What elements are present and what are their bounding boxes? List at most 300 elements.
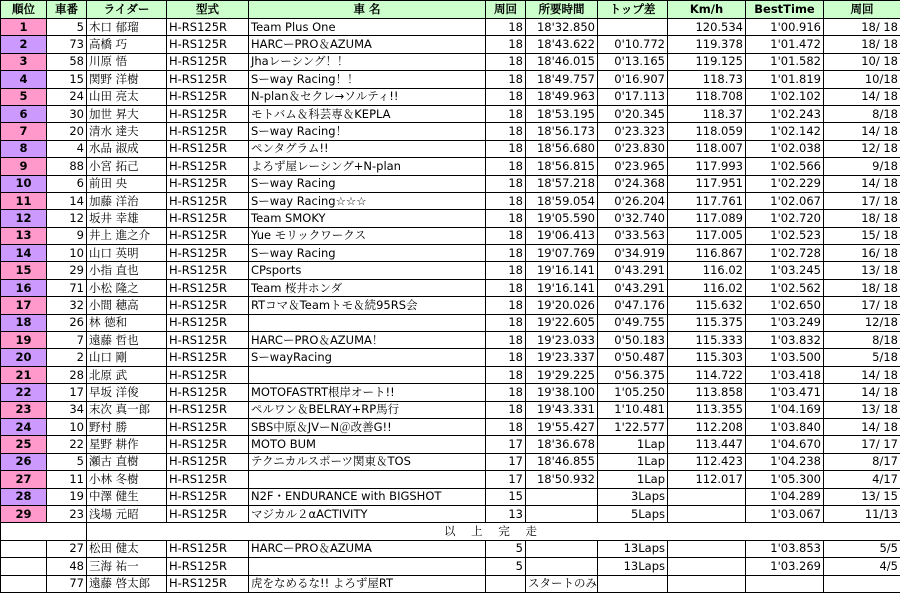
best-time-cell: 1'01.819 — [746, 71, 824, 88]
best-time-cell: 1'03.418 — [746, 366, 824, 383]
laps-cell: 5 — [486, 540, 526, 557]
team-cell: N-plan＆セクレ→ソルティ!! — [249, 88, 486, 105]
gap-cell — [598, 575, 668, 592]
number-cell: 48 — [47, 558, 87, 575]
model-cell: H-RS125R — [167, 105, 249, 122]
best-time-cell: 1'03.269 — [746, 558, 824, 575]
result-row — [1, 488, 900, 505]
team-cell: Jhaレーシング！！ — [249, 53, 486, 70]
result-row — [1, 401, 900, 418]
best-time-cell: 1'02.566 — [746, 158, 824, 175]
position-cell: 11 — [1, 192, 47, 209]
team-cell: SBS中原＆JVーN＠改善G!! — [249, 418, 486, 435]
position-cell: 19 — [1, 332, 47, 349]
best-lap-cell: 9/18 — [824, 158, 900, 175]
best-time-cell: 1'03.500 — [746, 349, 824, 366]
team-cell: MOTO BUM — [249, 436, 486, 453]
position-cell — [1, 575, 47, 592]
team-cell: Team SMOKY — [249, 210, 486, 227]
best-lap-cell: 8/18 — [824, 105, 900, 122]
best-lap-cell: 14/ 18 — [824, 175, 900, 192]
number-cell: 20 — [47, 123, 87, 140]
position-cell: 29 — [1, 505, 47, 522]
rider-cell: 早坂 洋俊 — [87, 384, 167, 401]
position-cell: 16 — [1, 279, 47, 296]
model-cell: H-RS125R — [167, 88, 249, 105]
rider-cell: 前田 央 — [87, 175, 167, 192]
position-cell: 22 — [1, 384, 47, 401]
laps-cell: 18 — [486, 384, 526, 401]
speed-cell: 117.951 — [668, 175, 746, 192]
best-lap-cell: 10/18 — [824, 71, 900, 88]
number-cell: 10 — [47, 418, 87, 435]
speed-cell: 119.378 — [668, 36, 746, 53]
position-cell: 8 — [1, 140, 47, 157]
laps-cell: 15 — [486, 488, 526, 505]
position-cell: 27 — [1, 471, 47, 488]
best-time-cell: 1'01.582 — [746, 53, 824, 70]
result-row — [1, 192, 900, 209]
team-cell: Sーway Racing — [249, 245, 486, 262]
result-row — [1, 505, 900, 522]
position-cell: 4 — [1, 71, 47, 88]
time-cell: 18'53.195 — [526, 105, 598, 122]
model-cell: H-RS125R — [167, 505, 249, 522]
gap-cell: 13Laps — [598, 540, 668, 557]
rider-cell: 小宮 拓己 — [87, 158, 167, 175]
rider-cell: 木口 郁瑠 — [87, 19, 167, 36]
gap-cell — [598, 19, 668, 36]
best-lap-cell: 17/ 18 — [824, 192, 900, 209]
rider-cell: 加世 昇大 — [87, 105, 167, 122]
team-cell: よろず屋レーシング+N-plan — [249, 158, 486, 175]
best-time-cell: 1'02.650 — [746, 297, 824, 314]
number-cell: 71 — [47, 279, 87, 296]
best-time-cell: 1'02.102 — [746, 88, 824, 105]
result-row — [1, 245, 900, 262]
rider-cell: 林 徳和 — [87, 314, 167, 331]
speed-cell: 120.534 — [668, 19, 746, 36]
team-cell: MOTOFASTRT根岸オート!! — [249, 384, 486, 401]
col-header-team: 車 名 — [249, 1, 486, 19]
gap-cell: 0'56.375 — [598, 366, 668, 383]
position-cell: 6 — [1, 105, 47, 122]
result-row — [1, 227, 900, 244]
best-lap-cell: 16/ 18 — [824, 245, 900, 262]
best-time-cell: 1'03.249 — [746, 314, 824, 331]
model-cell: H-RS125R — [167, 192, 249, 209]
result-row — [1, 158, 900, 175]
time-cell — [526, 505, 598, 522]
result-row — [1, 384, 900, 401]
rider-cell: 三海 祐一 — [87, 558, 167, 575]
rider-cell: 水品 淑成 — [87, 140, 167, 157]
time-cell: 19'55.427 — [526, 418, 598, 435]
laps-cell: 18 — [486, 123, 526, 140]
result-row — [1, 210, 900, 227]
position-cell: 18 — [1, 314, 47, 331]
best-time-cell: 1'02.142 — [746, 123, 824, 140]
number-cell: 19 — [47, 488, 87, 505]
position-cell: 25 — [1, 436, 47, 453]
gap-cell: 0'23.323 — [598, 123, 668, 140]
col-header-gap: トップ差 — [598, 1, 668, 19]
number-cell: 15 — [47, 71, 87, 88]
result-row — [1, 436, 900, 453]
laps-cell: 18 — [486, 314, 526, 331]
best-time-cell: 1'02.067 — [746, 192, 824, 209]
speed-cell — [668, 505, 746, 522]
laps-cell: 18 — [486, 36, 526, 53]
time-cell: 18'57.218 — [526, 175, 598, 192]
speed-cell: 119.125 — [668, 53, 746, 70]
dnf-row — [1, 575, 900, 592]
team-cell — [249, 366, 486, 383]
time-cell — [526, 558, 598, 575]
number-cell: 24 — [47, 88, 87, 105]
model-cell: H-RS125R — [167, 175, 249, 192]
time-cell: 18'56.815 — [526, 158, 598, 175]
best-time-cell: 1'01.472 — [746, 36, 824, 53]
col-header-best-lap: 周回 — [824, 1, 900, 19]
model-cell: H-RS125R — [167, 401, 249, 418]
model-cell: H-RS125R — [167, 575, 249, 592]
position-cell: 13 — [1, 227, 47, 244]
position-cell: 23 — [1, 401, 47, 418]
laps-cell: 18 — [486, 53, 526, 70]
team-cell: Sーway Racing！！ — [249, 71, 486, 88]
result-row — [1, 366, 900, 383]
team-cell — [249, 314, 486, 331]
model-cell: H-RS125R — [167, 332, 249, 349]
best-lap-cell: 17/ 18 — [824, 297, 900, 314]
best-lap-cell: 14/ 18 — [824, 418, 900, 435]
result-row — [1, 279, 900, 296]
model-cell: H-RS125R — [167, 558, 249, 575]
team-cell: N2F・ENDURANCE with BIGSHOT — [249, 488, 486, 505]
speed-cell: 113.447 — [668, 436, 746, 453]
result-row — [1, 175, 900, 192]
rider-cell: 松田 健太 — [87, 540, 167, 557]
time-cell: 19'23.337 — [526, 349, 598, 366]
speed-cell: 112.208 — [668, 418, 746, 435]
model-cell: H-RS125R — [167, 349, 249, 366]
laps-cell: 18 — [486, 71, 526, 88]
number-cell: 34 — [47, 401, 87, 418]
team-cell: ペンタグラム!! — [249, 140, 486, 157]
gap-cell: 1Lap — [598, 436, 668, 453]
gap-cell: 0'26.204 — [598, 192, 668, 209]
number-cell: 5 — [47, 19, 87, 36]
rider-cell: 小間 穂高 — [87, 297, 167, 314]
number-cell: 28 — [47, 366, 87, 383]
gap-cell: 0'17.113 — [598, 88, 668, 105]
best-time-cell: 1'05.300 — [746, 471, 824, 488]
time-cell: 19'05.590 — [526, 210, 598, 227]
time-cell: 18'50.932 — [526, 471, 598, 488]
laps-cell: 18 — [486, 192, 526, 209]
team-cell: Sーway Racing — [249, 175, 486, 192]
gap-cell: 1Lap — [598, 471, 668, 488]
number-cell: 10 — [47, 245, 87, 262]
result-row — [1, 105, 900, 122]
rider-cell: 野村 勝 — [87, 418, 167, 435]
speed-cell — [668, 488, 746, 505]
best-time-cell: 1'02.229 — [746, 175, 824, 192]
laps-cell: 5 — [486, 558, 526, 575]
best-time-cell: 1'03.840 — [746, 418, 824, 435]
laps-cell: 18 — [486, 158, 526, 175]
speed-cell: 118.059 — [668, 123, 746, 140]
rider-cell: 北原 武 — [87, 366, 167, 383]
best-lap-cell: 18/ 18 — [824, 210, 900, 227]
model-cell: H-RS125R — [167, 19, 249, 36]
time-cell — [526, 488, 598, 505]
time-cell: 18'46.015 — [526, 53, 598, 70]
speed-cell: 115.632 — [668, 297, 746, 314]
model-cell: H-RS125R — [167, 453, 249, 470]
team-cell: RTコマ＆Teamトモ＆続95RS会 — [249, 297, 486, 314]
position-cell: 7 — [1, 123, 47, 140]
time-cell: 18'32.850 — [526, 19, 598, 36]
time-cell: 18'36.678 — [526, 436, 598, 453]
laps-cell: 18 — [486, 349, 526, 366]
speed-cell: 118.007 — [668, 140, 746, 157]
model-cell: H-RS125R — [167, 71, 249, 88]
best-lap-cell: 14/ 18 — [824, 366, 900, 383]
speed-cell: 118.73 — [668, 71, 746, 88]
team-cell: Team Plus One — [249, 19, 486, 36]
number-cell: 27 — [47, 540, 87, 557]
time-cell: 19'20.026 — [526, 297, 598, 314]
team-cell — [249, 471, 486, 488]
team-cell: モトバム＆科芸専＆KEPLA — [249, 105, 486, 122]
model-cell: H-RS125R — [167, 314, 249, 331]
gap-cell: 0'47.176 — [598, 297, 668, 314]
header-row — [1, 1, 900, 19]
laps-cell — [486, 575, 526, 592]
gap-cell: 0'50.183 — [598, 332, 668, 349]
rider-cell: 小松 隆之 — [87, 279, 167, 296]
laps-cell: 18 — [486, 105, 526, 122]
gap-cell: 0'32.740 — [598, 210, 668, 227]
col-header-model: 型式 — [167, 1, 249, 19]
team-cell: テクニカルスポーツ関東＆TOS — [249, 453, 486, 470]
position-cell: 9 — [1, 158, 47, 175]
rider-cell: 瀬古 直樹 — [87, 453, 167, 470]
result-row — [1, 123, 900, 140]
gap-cell: 0'10.772 — [598, 36, 668, 53]
speed-cell — [668, 540, 746, 557]
model-cell: H-RS125R — [167, 140, 249, 157]
model-cell: H-RS125R — [167, 436, 249, 453]
number-cell: 4 — [47, 140, 87, 157]
team-cell: マジカル２αACTIVITY — [249, 505, 486, 522]
time-cell: 19'22.605 — [526, 314, 598, 331]
gap-cell: 0'50.487 — [598, 349, 668, 366]
rider-cell: 浅場 元昭 — [87, 505, 167, 522]
time-cell: 18'46.855 — [526, 453, 598, 470]
gap-cell: 0'23.965 — [598, 158, 668, 175]
col-header-number: 車番 — [47, 1, 87, 19]
position-cell: 17 — [1, 297, 47, 314]
time-cell: 18'59.054 — [526, 192, 598, 209]
result-row — [1, 262, 900, 279]
laps-cell: 18 — [486, 140, 526, 157]
number-cell: 9 — [47, 227, 87, 244]
best-lap-cell: 12/18 — [824, 314, 900, 331]
col-header-best-time: BestTime — [746, 1, 824, 19]
time-cell: 19'29.225 — [526, 366, 598, 383]
best-time-cell: 1'04.670 — [746, 436, 824, 453]
number-cell: 14 — [47, 192, 87, 209]
best-lap-cell: 15/ 18 — [824, 227, 900, 244]
position-cell: 3 — [1, 53, 47, 70]
number-cell: 88 — [47, 158, 87, 175]
gap-cell: 1Lap — [598, 453, 668, 470]
number-cell: 77 — [47, 575, 87, 592]
model-cell: H-RS125R — [167, 471, 249, 488]
rider-cell: 山田 亮太 — [87, 88, 167, 105]
speed-cell: 115.303 — [668, 349, 746, 366]
best-time-cell — [746, 575, 824, 592]
speed-cell: 117.993 — [668, 158, 746, 175]
model-cell: H-RS125R — [167, 262, 249, 279]
best-lap-cell: 5/5 — [824, 540, 900, 557]
best-time-cell: 1'00.916 — [746, 19, 824, 36]
best-lap-cell: 14/ 18 — [824, 123, 900, 140]
time-cell: 19'23.033 — [526, 332, 598, 349]
best-time-cell: 1'02.243 — [746, 105, 824, 122]
laps-cell: 18 — [486, 366, 526, 383]
best-time-cell: 1'02.720 — [746, 210, 824, 227]
result-row — [1, 314, 900, 331]
number-cell: 2 — [47, 349, 87, 366]
laps-cell: 18 — [486, 401, 526, 418]
team-cell: 虎をなめるな!! よろず屋RT — [249, 575, 486, 592]
best-lap-cell — [824, 575, 900, 592]
rider-cell: 遠藤 哲也 — [87, 332, 167, 349]
speed-cell: 113.858 — [668, 384, 746, 401]
time-cell — [526, 540, 598, 557]
separator-blank — [1, 523, 87, 540]
number-cell: 22 — [47, 436, 87, 453]
best-lap-cell: 12/ 18 — [824, 140, 900, 157]
number-cell: 23 — [47, 505, 87, 522]
speed-cell: 115.375 — [668, 314, 746, 331]
result-row — [1, 349, 900, 366]
col-header-position: 順位 — [1, 1, 47, 19]
number-cell: 30 — [47, 105, 87, 122]
rider-cell: 高橋 巧 — [87, 36, 167, 53]
laps-cell: 13 — [486, 505, 526, 522]
team-cell: SーwayRacing — [249, 349, 486, 366]
team-cell: ペルワン＆BELRAY+RP馬行 — [249, 401, 486, 418]
position-cell: 1 — [1, 19, 47, 36]
rider-cell: 末次 真一郎 — [87, 401, 167, 418]
gap-cell: 1'10.481 — [598, 401, 668, 418]
laps-cell: 18 — [486, 227, 526, 244]
laps-cell: 17 — [486, 453, 526, 470]
time-cell: 18'56.173 — [526, 123, 598, 140]
position-cell: 28 — [1, 488, 47, 505]
number-cell: 58 — [47, 53, 87, 70]
best-time-cell: 1'02.562 — [746, 279, 824, 296]
best-lap-cell: 10/ 18 — [824, 53, 900, 70]
team-cell — [249, 558, 486, 575]
position-cell: 2 — [1, 36, 47, 53]
result-row — [1, 19, 900, 36]
position-cell: 20 — [1, 349, 47, 366]
best-lap-cell: 14/ 18 — [824, 88, 900, 105]
speed-cell: 117.005 — [668, 227, 746, 244]
result-row — [1, 418, 900, 435]
gap-cell: 0'33.563 — [598, 227, 668, 244]
speed-cell: 114.722 — [668, 366, 746, 383]
rider-cell: 山口 剛 — [87, 349, 167, 366]
model-cell: H-RS125R — [167, 123, 249, 140]
time-cell: 19'07.769 — [526, 245, 598, 262]
rider-cell: 川原 悟 — [87, 53, 167, 70]
position-cell: 24 — [1, 418, 47, 435]
model-cell: H-RS125R — [167, 279, 249, 296]
rider-cell: 加藤 洋治 — [87, 192, 167, 209]
time-cell: 19'16.141 — [526, 262, 598, 279]
rider-cell: 遠藤 啓太郎 — [87, 575, 167, 592]
team-cell: HARCーPRO＆AZUMA — [249, 540, 486, 557]
position-cell: 12 — [1, 210, 47, 227]
position-cell: 10 — [1, 175, 47, 192]
model-cell: H-RS125R — [167, 384, 249, 401]
dnf-row — [1, 540, 900, 557]
result-row — [1, 332, 900, 349]
gap-cell: 1'05.250 — [598, 384, 668, 401]
best-lap-cell: 18/ 18 — [824, 19, 900, 36]
best-lap-cell: 4/5 — [824, 558, 900, 575]
time-cell: 18'56.680 — [526, 140, 598, 157]
laps-cell: 18 — [486, 19, 526, 36]
team-cell: Yue モリックワークス — [249, 227, 486, 244]
rider-cell: 山口 英明 — [87, 245, 167, 262]
best-time-cell: 1'02.728 — [746, 245, 824, 262]
number-cell: 29 — [47, 262, 87, 279]
result-row — [1, 140, 900, 157]
position-cell — [1, 540, 47, 557]
model-cell: H-RS125R — [167, 53, 249, 70]
rider-cell: 清水 達夫 — [87, 123, 167, 140]
best-lap-cell: 4/17 — [824, 471, 900, 488]
speed-cell: 116.867 — [668, 245, 746, 262]
time-cell: 19'38.100 — [526, 384, 598, 401]
model-cell: H-RS125R — [167, 488, 249, 505]
model-cell: H-RS125R — [167, 210, 249, 227]
best-time-cell: 1'04.238 — [746, 453, 824, 470]
speed-cell: 116.02 — [668, 262, 746, 279]
time-cell: 18'49.757 — [526, 71, 598, 88]
best-time-cell: 1'02.523 — [746, 227, 824, 244]
number-cell: 17 — [47, 384, 87, 401]
number-cell: 7 — [47, 332, 87, 349]
col-header-rider: ライダー — [87, 1, 167, 19]
model-cell: H-RS125R — [167, 36, 249, 53]
best-time-cell: 1'03.832 — [746, 332, 824, 349]
laps-cell: 17 — [486, 471, 526, 488]
laps-cell: 18 — [486, 88, 526, 105]
gap-cell: 1'22.577 — [598, 418, 668, 435]
speed-cell: 112.017 — [668, 471, 746, 488]
team-cell: Team 桜井ホンダ — [249, 279, 486, 296]
best-lap-cell: 13/ 15 — [824, 488, 900, 505]
